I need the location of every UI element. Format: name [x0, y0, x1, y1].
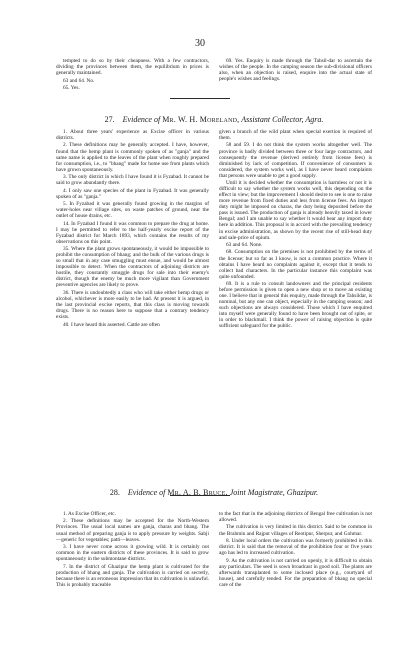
evidence-27-body [56, 129, 372, 331]
paragraph: 68. Consumption on the premises is not prohibited by the terms of the license; but so far as I know, is not a common practice. Where it obtains I have heard no complaints against it, except that it tends to collect bad characters. In the particular instance this complaint was quite unfounded. [219, 249, 372, 280]
paragraph: Until it is decided whether the consumption is harmless or not it is difficult to say whether the system works well, this depending on the effect in view; but the improvement I should desire to see is one to raise more revenue from fixed duties and less from license fees. An import duty might be imposed on charas, the duty being deposited before the pass is issued. The production of ganja is already heavily taxed in lower Bengal; and I am unable to say whether it would bear any import duty here in addition. This proposal is in accord with the prevailing tendency in excise administration, as shown by the recent rise of still-head duty and sale-price of opium. [219, 180, 372, 241]
paragraph: 3. The only district in which I have found it is Fyzabad. It cannot be said to grow abundantly there. [56, 174, 209, 187]
paragraph: 35. Where the plant grows spontaneously, it would be impossible to prohibit the consumption of bhang; and the bulk of the various drugs is so small that in any case smuggling must ensue, and would be almost impossible to detect. When the contractors of adjoining districts are hostile, they constantly smuggle drugs for sale into their enemy's district, though the enemy be much more vigilant than Government preventive agencies are likely to prove. [56, 246, 209, 289]
paragraph: 5. In Fyzabad it was generally found growing in the margins of water-holes near village sites, on waste patches of ground, near the outlet of house drains, etc. [56, 201, 209, 220]
paragraph: to the fact that in the adjoining districts of Bengal free cultivation is not allowed. [219, 511, 372, 524]
paragraph: 2. These definitions may be accepted for the North-Western Provinces. The usual local names are ganja, charas and bhang. The usual method of preparing ganja is to apply pressure by weights. Sabji—generic for vegetables; patti—leaves. [56, 518, 209, 543]
paragraph: 65. Yes. [63, 84, 80, 91]
paragraph: 63 and 64. No. [63, 77, 95, 84]
evidence-28-right-column [219, 511, 372, 589]
witness-title: Joint Magistrate, Ghazipur. [229, 488, 319, 497]
paragraph: The cultivation is very limited in this district. Said to be common in the Brahmin and Rajput villages of Reotipur, Sherpur, and Gohmar. [219, 524, 372, 537]
evidence-28-heading [56, 488, 372, 497]
paragraph: 7. In the district of Ghazipur the hemp plant is cultivated for the production of bhang and ganja. The cultivation is carried on secretly, because there is an erroneous impression that its cultivation is unlawful. This is probably traceable [56, 563, 209, 588]
continued-right-column [219, 58, 372, 92]
page-number: 30 [195, 38, 205, 49]
paragraph: 4. I only saw one species of the plant in Fyzabad. It was generally spoken of as "ganja." [56, 187, 209, 200]
heading-number: 27. [104, 115, 115, 124]
paragraph: 3. I have never come across it growing wild. It is certainly not common in the eastern districts of these provinces. It is said to grow spontaneously in the submontane districts. [56, 544, 209, 563]
continued-section [56, 58, 372, 92]
paragraph: 58 and 59. I do not think the system works altogether well. The province is badly divided between three or four large contractors, and consequently the revenue (derived entirely from license fees) is diminished by lack of competition. If convenience of consumers is considered, the system works well, as I have never heard complaints that persons were unable to get a good supply. [219, 142, 372, 179]
section-divider [170, 98, 230, 99]
evidence-28-left-column [56, 511, 209, 589]
evidence-27-heading [56, 115, 372, 124]
paragraph: tempted to do so by their cheapness. With a few contractors, dividing the provinces between them, the equilibrium in prices is generally maintained. [56, 58, 209, 77]
paragraph: 1. As Excise Officer, etc. [63, 511, 116, 517]
paragraph: 40. I have heard this asserted. Cattle are often [63, 321, 160, 328]
witness-name: Mr. A. B. Bruce, [167, 488, 228, 497]
paragraph: 69. It is a rule to consult landowners and the principal residents before permission is given to open a new shop or to move an existing one. I believe that in general this enquiry, made through the Tahsildar, is nominal, but any one can object, especially in the camping season; and such objections are always considered. Those which I have enquired into myself were generally found to have been brought out of spite, or in order to blackmail. I think the power of raising objection is quite sufficient safeguard for the public. [219, 281, 372, 330]
paragraph: 69. Yes. Enquiry is made through the Tahsil-dar to ascertain the wishes of the people. In the camping season the sub-divisional officers also, when an objection is raised, enquire into the actual state of people's wishes and feelings. [219, 58, 372, 83]
paragraph: 8. Under local orders the cultivation was formerly prohibited in this district. It is said that the removal of the prohibition four or five years ago has led to increased cultivation. [219, 537, 372, 557]
paragraph: 2. These definitions may be generally accepted. I have, however, found that the hemp plant is commonly spoken of as "ganja" and the same name is applied to the leaves of the plant when roughly prepared for consumption, i.e., to "bhang" made for home use from plants which have grown spontaneously. [56, 142, 209, 173]
heading-number: 28. [109, 488, 120, 497]
paragraph: 36. There is undoubtedly a class who will take either hemp drugs or alcohol, whichever is more easily to be had. At present it is argued, in the last provincial excise reports, that this class is moving towards drugs. There is no reason here to suppose that a contrary tendency exists. [56, 289, 209, 321]
heading-prefix: Evidence of [127, 488, 166, 497]
paragraph: given a branch of the wild plant when special exertion is required of them. [219, 129, 372, 142]
paragraph: 14. In Fyzabad I found it was common to prepare the drug at home. I may be permitted to refer to the half-yearly excise report of the Fyzabad district for March 1893, which contains the results of my observations on this point. [56, 220, 209, 245]
paragraph: 1. About three years' experience as Excise officer in various districts. [56, 129, 209, 142]
witness-name: Mr. W. H. Moreland, [162, 115, 240, 124]
heading-prefix: Evidence of [122, 115, 161, 124]
paragraph: 9. As the cultivation is not carried on openly, it is difficult to obtain any particulars. The seed is sown broadcast in good soil. The plants are afterwards transplanted to some inclosed place (e.g., courtyard of house), and carefully tended. For the preparation of bhang no special care of the [219, 557, 372, 588]
paragraph: 63 and 64. None. [226, 242, 263, 249]
continued-left-column [56, 58, 209, 92]
evidence-27-left-column [56, 129, 209, 331]
evidence-27-right-column [219, 129, 372, 331]
evidence-28-body [56, 511, 372, 589]
witness-title: Assistant Collector, Agra. [241, 115, 324, 124]
